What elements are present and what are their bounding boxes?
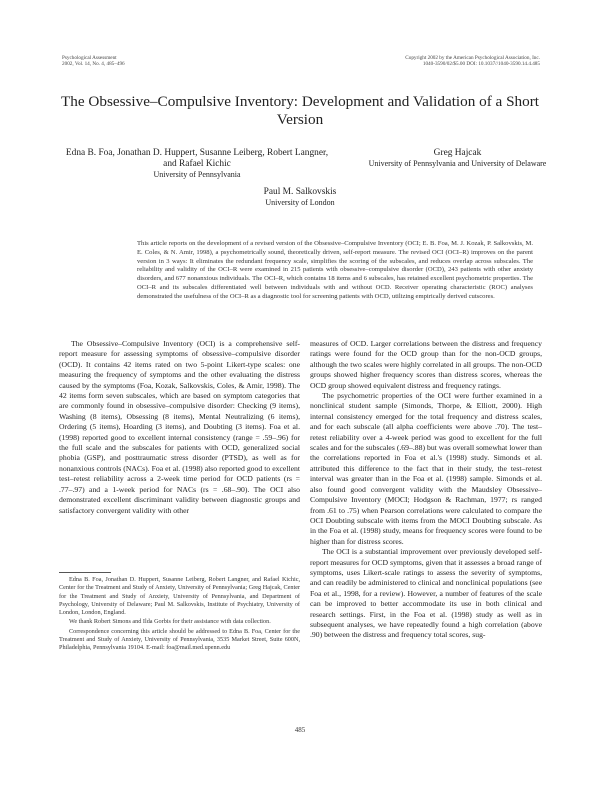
author-group-1 [62,148,332,180]
footnote-correspondence: Correspondence concerning this article should be addressed to Edna B. Foa, Center for the Treatment and Study of Anxiety, University of Pennsylvania, 3535 Market Street, Suite 600N, Philadelphia, Pennsylvania 19104. E-mail: foa@mail.med.upenn.edu [59,627,300,652]
abstract: This article reports on the development of a revised version of the Obsessive–Compulsive Inventory (OCI; E. B. Foa, M. J. Kozak, P. Salkovskis, M. E. Coles, & N. Amir, 1998), a psychometrically sound, theoretically driven, self-report measure. The revised OCI (OCI–R) improves on the parent version in 3 ways: It eliminates the redundant frequency scale, simplifies the scoring of the subscales, and reduces overlap across subscales. The reliability and validity of the OCI–R were examined in 215 patients with obsessive–compulsive disorder (OCD), 243 patients with other anxiety disorders, and 677 nonanxious individuals. The OCI–R, which contains 18 items and 6 subscales, has retained excellent psychometric properties. The OCI–R and its subscales differentiated well between individuals with and without OCD. Receiver operating characteristic (ROC) analyses demonstrated the usefulness of the OCI–R as a diagnostic tool for screening patients with OCD, utilizing empirically derived cutscores. [137,240,533,300]
footnote-divider [59,572,111,573]
body-paragraph: The Obsessive–Compulsive Inventory (OCI) is a comprehensive self-report measure for assessing symptoms of obsessive–compulsive disorder (OCD). It contains 42 items rated on two 5-point Likert-type scales: one measuring the frequency of symptoms and the other evaluating the distress caused by the symptoms (Foa, Kozak, Salkovskis, Coles, & Amir, 1998). The 42 items form seven subscales, which are based on symptom categories that are commonly found in obsessive–compulsive disorder: Checking (9 items), Washing (8 items), Obsessing (8 items), Mental Neutralizing (6 items), Ordering (5 items), Hoarding (3 items), and Doubting (3 items). Foa et al. (1998) reported good to excellent internal consistency (range = .59–.96) for the full scale and the subscales for patients with OCD, generalized social phobia (GSP), and posttraumatic stress disorder (PTSD), as well as for nonanxious controls (NACs). Foa et al. (1998) also reported good to excellent test–retest reliability across a 2-week time period for OCD patients (rs = .77–.97) and a 1-week period for NACs (rs = .68–.90). The OCI also demonstrated excellent discriminant validity between diagnostic groups and satisfactory convergent validity with other [59,339,300,515]
author-group-3 [160,187,440,208]
author-note [59,576,300,654]
footnote-acknowledgment: We thank Robert Simons and Ilda Gorbis for their assistance with data collection. [69,618,271,626]
body-column-left [59,339,300,516]
doi: 1040-3590/02/$5.00 DOI: 10.1037//1040-3590.14.4.485 [422,61,540,68]
author-group-2 [335,148,580,169]
running-header-right [405,55,540,67]
body-column-right [310,339,542,641]
journal-name: Psychological Assessment [62,55,117,61]
body-paragraph: The OCI is a substantial improvement over previously developed self-report measures for OCD symptoms, given that it assesses a broad range of symptoms, uses Likert-scale ratings to assess the severity of symptoms, and can readily be administered to clinical and nonclinical populations (see Foa et al., 1998, for a review). However, a number of features of the scale can be improved to better accommodate its use in both clinical and research settings. First, in the Foa et al. (1998) study as well as in subsequent analyses, we have repeatedly found a high correlation (above .90) between the distress and frequency total scores, sug- [310,547,542,640]
body-paragraph: The psychometric properties of the OCI were further examined in a nonclinical student sample (Simonds, Thorpe, & Elliott, 2000). High internal consistency emerged for the total frequency and distress scales, and for each subscale (all alpha coefficients were above .70). The test–retest reliability over a 4-week period was good to excellent for the full scales and for the subscales (.69–.88) but was overall somewhat lower than the correlations reported in Foa et al.'s (1998) study. Simonds et al. attributed this difference to the fact that in their study, the test–retest interval was greater than in the Foa et al. (1998) sample. Simonds et al. also found good convergent validity with the Maudsley Obsessive–Compulsive Inventory (MOCI; Hodgson & Rachman, 1977; rs ranged from .61 to .75) when Pearson correlations were calculated to compare the OCI Doubting subscale with items from the MOCI Doubting subscale. As in the Foa et al. (1998) study, means for frequency scores were found to be higher than for distress scores. [310,391,542,546]
footnote-affiliations: Edna B. Foa, Jonathan D. Huppert, Susanne Leiberg, Robert Langner, and Rafael Kichic, Center for the Treatment and Study of Anxiety, University of Pennsylvania; Greg Hajcak, Center for the Treatment and Study of Anxiety, University of Pennsylvania, and Department of Psychology, University of Delaware; Paul M. Salkovskis, Institute of Psychiatry, University of London, London, England. [59,576,300,617]
article-title: The Obsessive–Compulsive Inventory: Development and Validation of a Short Version [60,93,540,128]
author-names: Edna B. Foa, Jonathan D. Huppert, Susanne Leiberg, Robert Langner, and Rafael Kichic [65,148,329,169]
author-affiliation: University of Pennsylvania [153,170,241,179]
journal-volume: 2002, Vol. 14, No. 4, 485–496 [62,61,125,68]
body-paragraph: measures of OCD. Larger correlations between the distress and frequency ratings were found for the OCD group than for the non-OCD groups, although the two scales were highly correlated in all groups. The non-OCD groups showed higher frequency scores than distress scores, whereas the OCD group showed equivalent distress and frequency ratings. [310,339,542,390]
page-number: 485 [294,726,306,734]
author-affiliation: University of Pennsylvania and University of Delaware [368,159,547,168]
running-header-left [62,55,125,67]
author-names: Paul M. Salkovskis [263,187,337,197]
copyright-notice: Copyright 2002 by the American Psychological Association, Inc. [405,55,540,61]
author-affiliation: University of London [265,198,335,207]
author-names: Greg Hajcak [433,148,482,158]
